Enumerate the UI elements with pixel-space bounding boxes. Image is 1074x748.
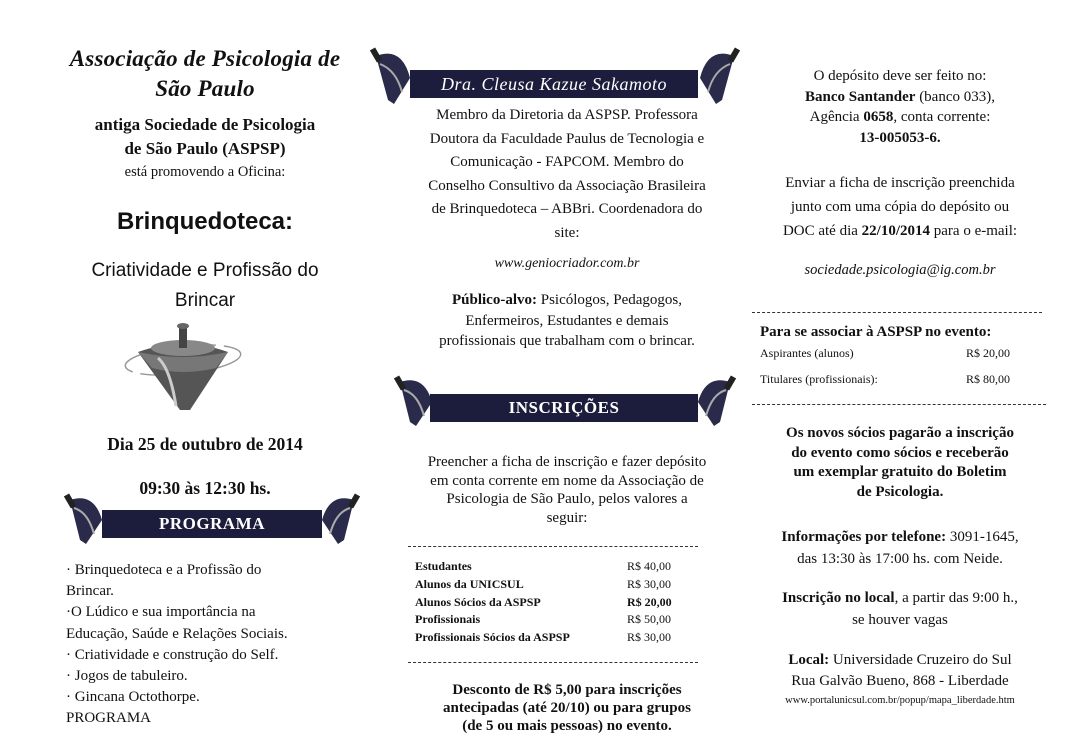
phone-info: Informações por telefone: 3091-1645, das 13:30 às 17:00 hs. com Neide. xyxy=(781,529,1019,567)
list-item: · Brinquedoteca e a Profissão do xyxy=(66,562,262,578)
deposit-info: O depósito deve ser feito no: Banco Santander (banco 033), Agência 0658, conta corrente: 13-005053-6. xyxy=(805,68,995,146)
divider xyxy=(752,404,1046,405)
table-row: Alunos Sócios da ASPSP R$ 20,00 xyxy=(415,594,672,609)
list-item: · Gincana Octothorpe. xyxy=(66,689,200,706)
list-item: · Criatividade e construção do Self. xyxy=(66,646,279,663)
map-link[interactable]: www.portalunicsul.com.br/popup/mapa_liberdade.htm xyxy=(785,695,1015,706)
program-banner: PROGRAMA xyxy=(102,510,322,538)
spinning-top-icon xyxy=(318,490,360,550)
registration-banner: INSCRIÇÕES xyxy=(430,394,698,422)
spinning-top-icon xyxy=(118,318,248,418)
table-row: Profissionais R$ 50,00 xyxy=(415,612,672,627)
event-time: 09:30 às 12:30 hs. xyxy=(139,478,271,498)
promoting-text: está promovendo a Oficina: xyxy=(124,164,286,180)
discount-notice: Desconto de R$ 5,00 para inscrições antecipadas (até 20/10) ou para grupos (de 5 ou mais pessoas) no evento. xyxy=(443,682,691,734)
divider xyxy=(752,312,1042,313)
spinning-top-icon xyxy=(64,490,106,550)
workshop-title: Brinquedoteca: xyxy=(116,208,293,235)
table-row: Profissionais Sócios da ASPSP R$ 30,00 xyxy=(415,630,672,645)
membership-title: Para se associar à ASPSP no evento: xyxy=(760,324,992,340)
program-list xyxy=(66,560,366,730)
speaker-banner: Dra. Cleusa Kazue Sakamoto xyxy=(410,70,698,98)
speaker-site-link[interactable]: www.geniocriador.com.br xyxy=(494,256,640,271)
list-item: · Jogos de tabuleiro. xyxy=(66,668,188,685)
speaker-bio: Membro da Diretoria da ASPSP. Professora Doutora da Faculdade Paulus de Tecnologia e Comunicação - FAPCOM. Membro do Conselho Consultivo da Associação Brasileira de Brinquedoteca – ABBri. Coordenadora do site: xyxy=(428,107,706,241)
onsite-registration: Inscrição no local, a partir das 9:00 h., se houver vagas xyxy=(782,590,1018,628)
table-row: Alunos da UNICSUL R$ 30,00 xyxy=(415,576,672,591)
list-item: PROGRAMA xyxy=(66,710,152,727)
contact-email-link[interactable]: sociedade.psicologia@ig.com.br xyxy=(804,262,996,278)
divider xyxy=(408,662,698,663)
table-row: Titulares (profissionais): R$ 80,00 xyxy=(760,372,1011,386)
table-row: Estudantes R$ 40,00 xyxy=(415,559,672,573)
price-table xyxy=(415,558,683,647)
list-item: Brincar. xyxy=(66,583,114,600)
list-item: Educação, Saúde e Relações Sociais. xyxy=(66,625,288,642)
org-former-name: antiga Sociedade de Psicologia de São Paulo (ASPSP) xyxy=(94,115,316,158)
org-title: Associação de Psicologia de São Paulo xyxy=(69,46,341,101)
table-row: Aspirantes (alunos) R$ 20,00 xyxy=(760,346,1011,360)
target-audience: Público-alvo: Psicólogos, Pedagogos, Enfermeiros, Estudantes e demais profissionais que trabalham com o brincar. xyxy=(439,292,695,349)
venue-info: Local: Universidade Cruzeiro do Sul Rua Galvão Bueno, 868 - Liberdade xyxy=(788,652,1012,689)
registration-instructions: Preencher a ficha de inscrição e fazer depósito em conta corrente em nome da Associação de Psicologia de São Paulo, pelos valores a seguir: xyxy=(427,454,707,526)
workshop-subtitle: Criatividade e Profissão do Brincar xyxy=(91,260,319,311)
spinning-top-icon xyxy=(694,44,740,110)
event-date: Dia 25 de outubro de 2014 xyxy=(107,434,303,454)
list-item: ·O Lúdico e sua importância na xyxy=(66,604,256,621)
membership-benefit: Os novos sócios pagarão a inscrição do evento como sócios e receberão um exemplar gratuito do Boletim de Psicologia. xyxy=(786,425,1014,500)
send-instructions: Enviar a ficha de inscrição preenchida junto com uma cópia do depósito ou DOC até dia 22/10/2014 para o e-mail: xyxy=(782,175,1018,239)
spinning-top-icon xyxy=(694,372,736,432)
divider xyxy=(408,546,698,547)
